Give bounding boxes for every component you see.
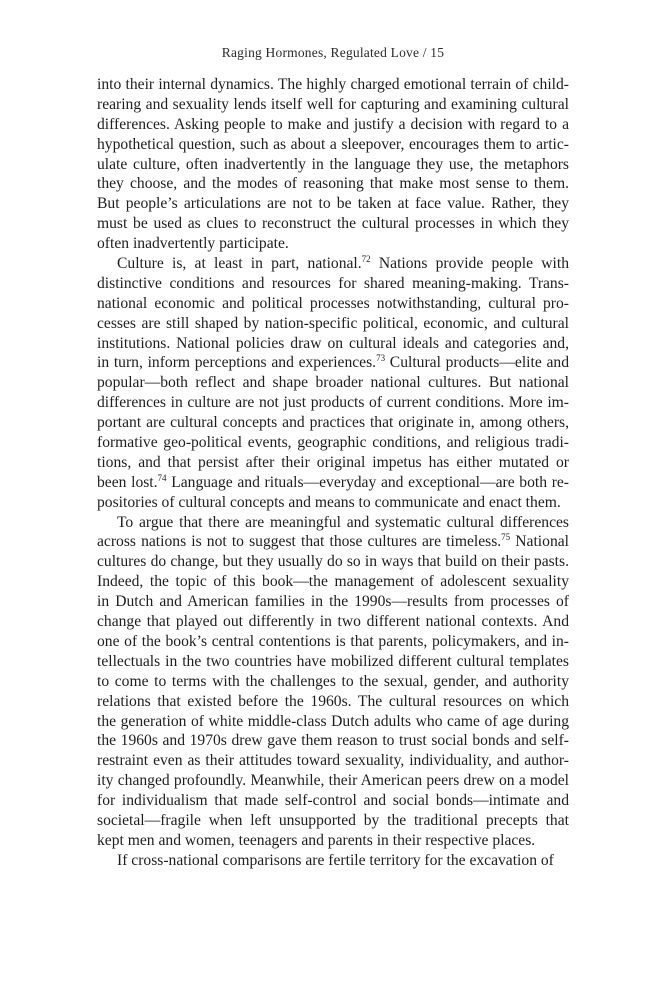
text-line: formative geo-political events, geographic conditions, and religious tradi- [97,434,569,452]
text-line: If cross-national comparisons are fertile territory for the excavation of [117,851,554,869]
text-line: cesses are still shaped by nation-specific political, economic, and cultural [97,314,569,332]
text-line: To argue that there are meaningful and systematic cultural differences [117,513,569,531]
running-head: Raging Hormones, Regulated Love / 15 [221,45,445,60]
text-line: been lost.$^{74}$ Language and rituals—everyday and exceptional—are both re- [97,472,570,491]
text-line: national economic and political processes notwithstanding, cultural pro- [97,294,569,312]
text-line: rearing and sexuality lends itself well for capturing and examining cultural [97,95,569,113]
paragraph [97,851,569,871]
text-line: Culture is, at least in part, national.$^{72}$ Nations provide people with [117,254,569,273]
paragraph [97,513,569,851]
text-line: restraint even as their attitudes toward sexuality, individuality, and author- [97,752,569,770]
text-line: differences. Asking people to make and justify a decision with regard to a [97,115,569,133]
note-reference[interactable]: 72 [361,254,371,265]
text-line: into their internal dynamics. The highly charged emotional terrain of child- [97,76,569,93]
text-line: tions, and that persist after their original impetus has either mutated or [97,453,569,471]
text-line: ity changed profoundly. Meanwhile, their American peers drew on a model [97,772,569,790]
text-line: But people’s articulations are not to be taken at face value. Rather, they [97,195,569,213]
text-line: institutions. National policies draw on cultural ideals and categories and, [97,334,569,352]
text-line: kept men and women, teenagers and parents in their respective places. [97,831,536,849]
text-line: one of the book’s central contentions is that parents, policymakers, and in- [97,632,569,650]
paragraph [97,75,569,254]
text-line: they choose, and the modes of reasoning that make most sense to them. [97,175,569,193]
text-line: the generation of white middle-class Dutch adults who came of age during [97,712,569,730]
text-line: often inadvertently participate. [97,235,289,253]
note-reference[interactable]: 75 [501,532,511,543]
text-line: across nations is not to suggest that those cultures are timeless.$^{75}$ National [97,532,569,551]
text-line: ulate culture, often inadvertently in the language they use, the metaphors [97,155,569,173]
text-line: for individualism that made self-control and social bonds—intimate and [97,792,569,810]
text-line: cultures do change, but they usually do so in ways that build on their pasts. [97,553,569,571]
note-reference[interactable]: 74 [157,472,167,483]
text-line: hypothetical question, such as about a sleepover, encourages them to artic- [97,135,569,153]
note-reference[interactable]: 73 [376,353,386,364]
text-line: portant are cultural concepts and practices that originate in, among others, [97,414,569,432]
paragraph [97,254,569,513]
text-line: positories of cultural concepts and means to communicate and enact them. [97,493,561,511]
text-line: relations that existed before the 1960s. The cultural resources on which [97,692,569,710]
text-line: in Dutch and American families in the 1990s—results from processes of [97,593,569,611]
text-line: in turn, inform perceptions and experiences.$^{73}$ Cultural products—elite and [97,353,569,372]
text-line: to come to terms with the challenges to the sexual, gender, and authority [97,672,569,690]
text-line: distinctive conditions and resources for shared meaning-making. Trans- [97,274,569,292]
text-line: differences in culture are not just products of current conditions. More im- [97,394,569,412]
body-text [97,75,569,871]
text-line: change that played out differently in two different national contexts. And [97,613,569,631]
text-line: popular—both reflect and shape broader national cultures. But national [97,374,569,392]
text-line: tellectuals in the two countries have mobilized different cultural templates [97,652,569,670]
text-line: Indeed, the topic of this book—the management of adolescent sexuality [97,573,569,591]
text-line: must be used as clues to reconstruct the cultural processes in which they [97,215,569,233]
text-line: the 1960s and 1970s drew gave them reason to trust social bonds and self- [97,732,569,750]
text-line: societal—fragile when left unsupported by the traditional precepts that [97,811,569,829]
